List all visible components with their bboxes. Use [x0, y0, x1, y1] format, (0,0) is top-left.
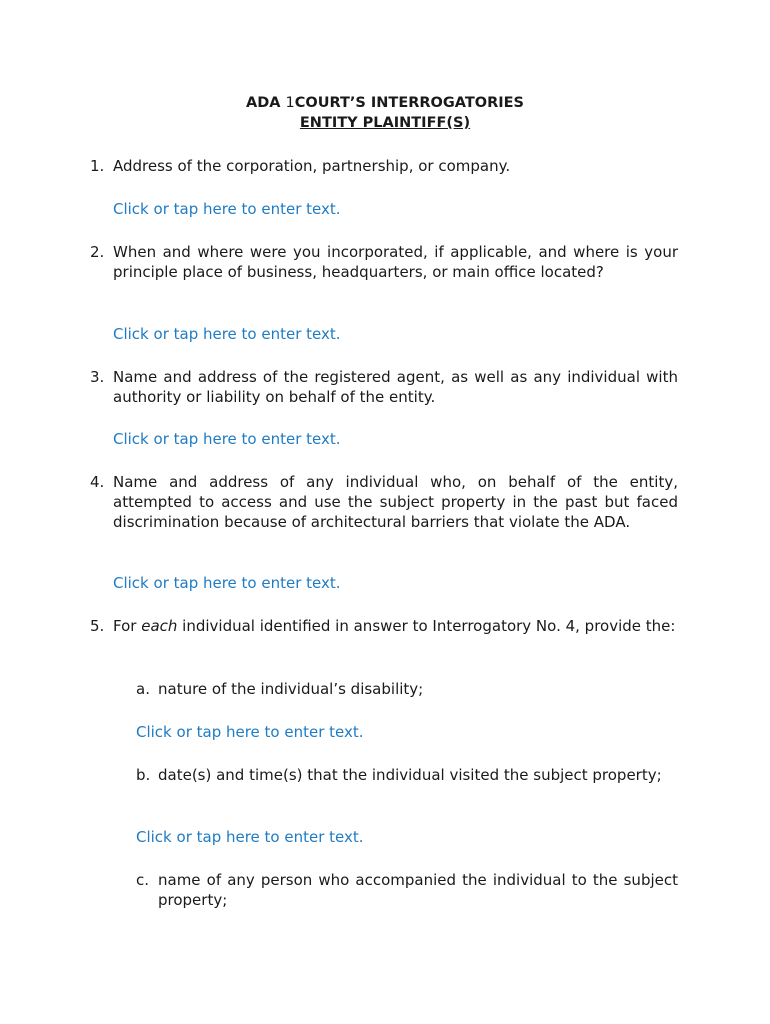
document-title — [0, 93, 770, 113]
answer-field-3[interactable]: Click or tap here to enter text. — [113, 430, 341, 448]
subquestion-letter: a. — [136, 680, 150, 698]
question-number: 2. — [90, 243, 105, 261]
question-text-before: For — [113, 617, 142, 635]
document-subtitle: ENTITY PLAINTIFF(S) — [299, 115, 471, 131]
answer-field-5b[interactable]: Click or tap here to enter text. — [136, 828, 364, 846]
answer-field-2[interactable]: Click or tap here to enter text. — [113, 325, 341, 343]
question-text-after: individual identified in answer to Interrogatory No. 4, provide the: — [177, 617, 676, 635]
subquestion-text: date(s) and time(s) that the individual visited the subject property; — [158, 766, 662, 784]
question-4 — [90, 472, 678, 532]
question-number: 1. — [90, 157, 105, 175]
question-2 — [90, 242, 678, 282]
subquestion-text: nature of the individual’s disability; — [158, 680, 424, 698]
title-main: COURT’S INTERROGATORIES — [294, 95, 525, 111]
question-text: Name and address of any individual who, on behalf of the entity, attempted to access and use the subject property in the past but faced discrimination because of architectural barriers that violate the ADA. — [113, 473, 678, 531]
subquestion-letter: c. — [136, 871, 150, 889]
question-text-emphasis: each — [141, 617, 178, 635]
subquestion-c — [136, 870, 678, 910]
question-number: 5. — [90, 617, 105, 635]
answer-field-5a[interactable]: Click or tap here to enter text. — [136, 723, 364, 741]
question-5 — [90, 616, 678, 636]
footnote-marker[interactable]: 1 — [285, 95, 295, 111]
answer-field-1[interactable]: Click or tap here to enter text. — [113, 200, 341, 218]
question-3 — [90, 367, 678, 407]
subquestion-a — [136, 679, 678, 699]
answer-field-4[interactable]: Click or tap here to enter text. — [113, 574, 341, 592]
subquestion-text: name of any person who accompanied the individual to the subject property; — [158, 871, 678, 909]
question-number: 3. — [90, 368, 105, 386]
question-text: When and where were you incorporated, if applicable, and where is your principle place of business, headquarters, or main office located? — [113, 243, 678, 281]
subquestion-b — [136, 765, 678, 785]
subquestion-letter: b. — [136, 766, 151, 784]
question-text: Address of the corporation, partnership, or company. — [113, 157, 511, 175]
question-text: Name and address of the registered agent, as well as any individual with authority or liability on behalf of the entity. — [113, 368, 678, 406]
question-number: 4. — [90, 473, 105, 491]
question-1 — [90, 156, 678, 176]
title-prefix: ADA — [245, 95, 286, 111]
question-text — [113, 616, 678, 636]
